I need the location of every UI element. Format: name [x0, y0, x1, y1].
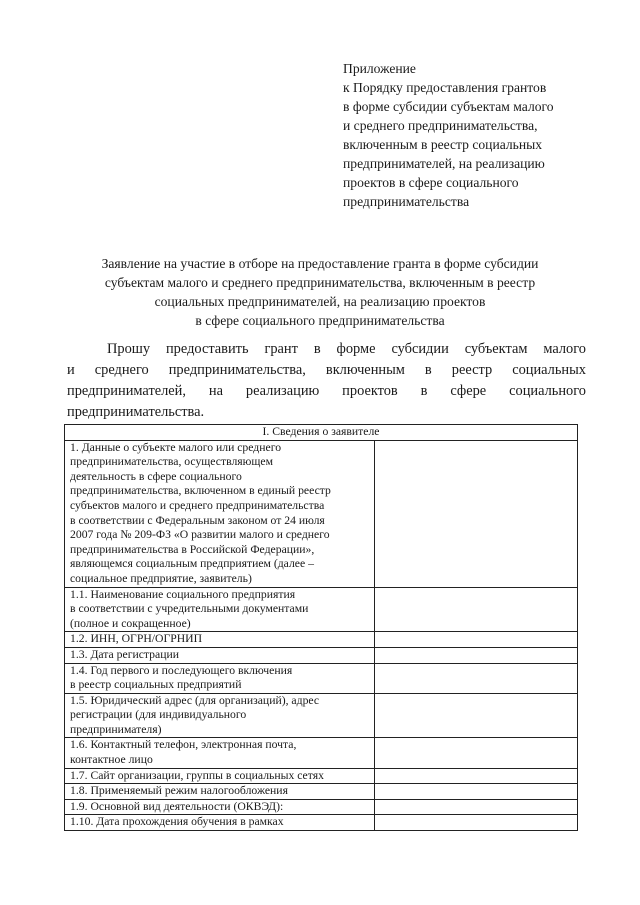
label-line: в соответствии с учредительными документами	[70, 602, 309, 616]
row-value-cell[interactable]	[375, 784, 578, 800]
label-line: 1.4. Год первого и последующего включения	[70, 663, 293, 677]
label-line: регистрации (для индивидуального	[70, 708, 247, 722]
label-line: социальное предприятие, заявитель)	[70, 571, 252, 585]
title-line: в сфере социального предпринимательства	[195, 313, 445, 328]
section-title: I. Сведения о заявителе	[65, 425, 578, 441]
label-line: предпринимательства в Российской Федерации»,	[70, 542, 315, 556]
row-value-cell[interactable]	[375, 693, 578, 738]
title-line: Заявление на участие в отборе на предоставление гранта в форме субсидии	[101, 256, 539, 271]
row-label	[65, 693, 375, 738]
label-line: деятельность в сфере социального	[70, 469, 242, 483]
title-line: социальных предпринимателей, на реализацию проектов	[154, 294, 486, 309]
row-label	[65, 647, 375, 663]
appendix-line: проектов в сфере социального	[343, 175, 519, 190]
request-line: Прошу предоставить грант в форме субсидии субъектам малого	[107, 341, 586, 357]
table-row	[65, 784, 578, 800]
table-row	[65, 647, 578, 663]
appendix-line: включенным в реестр социальных	[343, 137, 543, 152]
label-line: 1.9. Основной вид деятельности (ОКВЭД):	[70, 799, 284, 813]
row-value-cell[interactable]	[375, 647, 578, 663]
appendix-line: к Порядку предоставления грантов	[343, 80, 547, 95]
label-line: предпринимательства, осуществляющем	[70, 455, 273, 469]
label-line: 1.10. Дата прохождения обучения в рамках	[70, 815, 284, 829]
label-line: предпринимателя)	[70, 722, 162, 736]
row-label	[65, 784, 375, 800]
title-line: субъектам малого и среднего предпринимательства, включенным в реестр	[104, 275, 536, 290]
table-row	[65, 587, 578, 632]
row-value-cell[interactable]	[375, 440, 578, 587]
table-row	[65, 799, 578, 815]
label-line: 2007 года № 209-ФЗ «О развитии малого и среднего	[70, 528, 330, 542]
row-label	[65, 632, 375, 648]
row-value-cell[interactable]	[375, 663, 578, 693]
row-value-cell[interactable]	[375, 587, 578, 632]
row-label	[65, 768, 375, 784]
row-value-cell[interactable]	[375, 632, 578, 648]
label-line: 1.2. ИНН, ОГРН/ОГРНИП	[70, 632, 203, 646]
table-row	[65, 768, 578, 784]
label-line: являющемся социальным предприятием (далее –	[70, 557, 314, 571]
row-label	[65, 440, 375, 587]
appendix-line: Приложение	[343, 61, 416, 76]
label-line: контактное лицо	[70, 753, 153, 767]
row-value-cell[interactable]	[375, 815, 578, 831]
label-line: 1.7. Сайт организации, группы в социальных сетях	[70, 768, 324, 782]
row-label	[65, 587, 375, 632]
label-line: 1.1. Наименование социального предприятия	[70, 587, 296, 601]
row-value-cell[interactable]	[375, 768, 578, 784]
appendix-line: предпринимательства	[343, 194, 470, 209]
request-line: предпринимательства.	[67, 404, 205, 420]
label-line: 1.6. Контактный телефон, электронная почта,	[70, 738, 297, 752]
label-line: предпринимательства, включенном в единый реестр	[70, 484, 331, 498]
label-line: (полное и сокращенное)	[70, 616, 191, 630]
request-line: и среднего предпринимательства, включенным в реестр социальных	[67, 362, 586, 378]
table-row	[65, 440, 578, 587]
table-row	[65, 815, 578, 831]
label-line: в реестр социальных предприятий	[70, 678, 242, 692]
row-value-cell[interactable]	[375, 799, 578, 815]
table-row	[65, 663, 578, 693]
label-line: субъектов малого и среднего предпринимательства	[70, 498, 325, 512]
label-line: 1.8. Применяемый режим налогообложения	[70, 784, 288, 798]
applicant-info-table	[64, 424, 578, 831]
row-label	[65, 815, 375, 831]
table-row	[65, 693, 578, 738]
table-row	[65, 632, 578, 648]
label-line: 1. Данные о субъекте малого или среднего	[70, 440, 282, 454]
appendix-line: предпринимателей, на реализацию	[343, 156, 545, 171]
label-line: в соответствии с Федеральным законом от 24 июля	[70, 513, 325, 527]
appendix-line: и среднего предпринимательства,	[343, 118, 538, 133]
row-label	[65, 738, 375, 768]
label-line: 1.3. Дата регистрации	[70, 647, 179, 661]
table-row	[65, 738, 578, 768]
row-label	[65, 663, 375, 693]
label-line: 1.5. Юридический адрес (для организаций), адрес	[70, 693, 320, 707]
section-header-row	[65, 425, 578, 441]
request-line: предпринимателей, на реализацию проектов в сфере социального	[67, 383, 586, 399]
appendix-line: в форме субсидии субъектам малого	[343, 99, 554, 114]
row-value-cell[interactable]	[375, 738, 578, 768]
row-label	[65, 799, 375, 815]
